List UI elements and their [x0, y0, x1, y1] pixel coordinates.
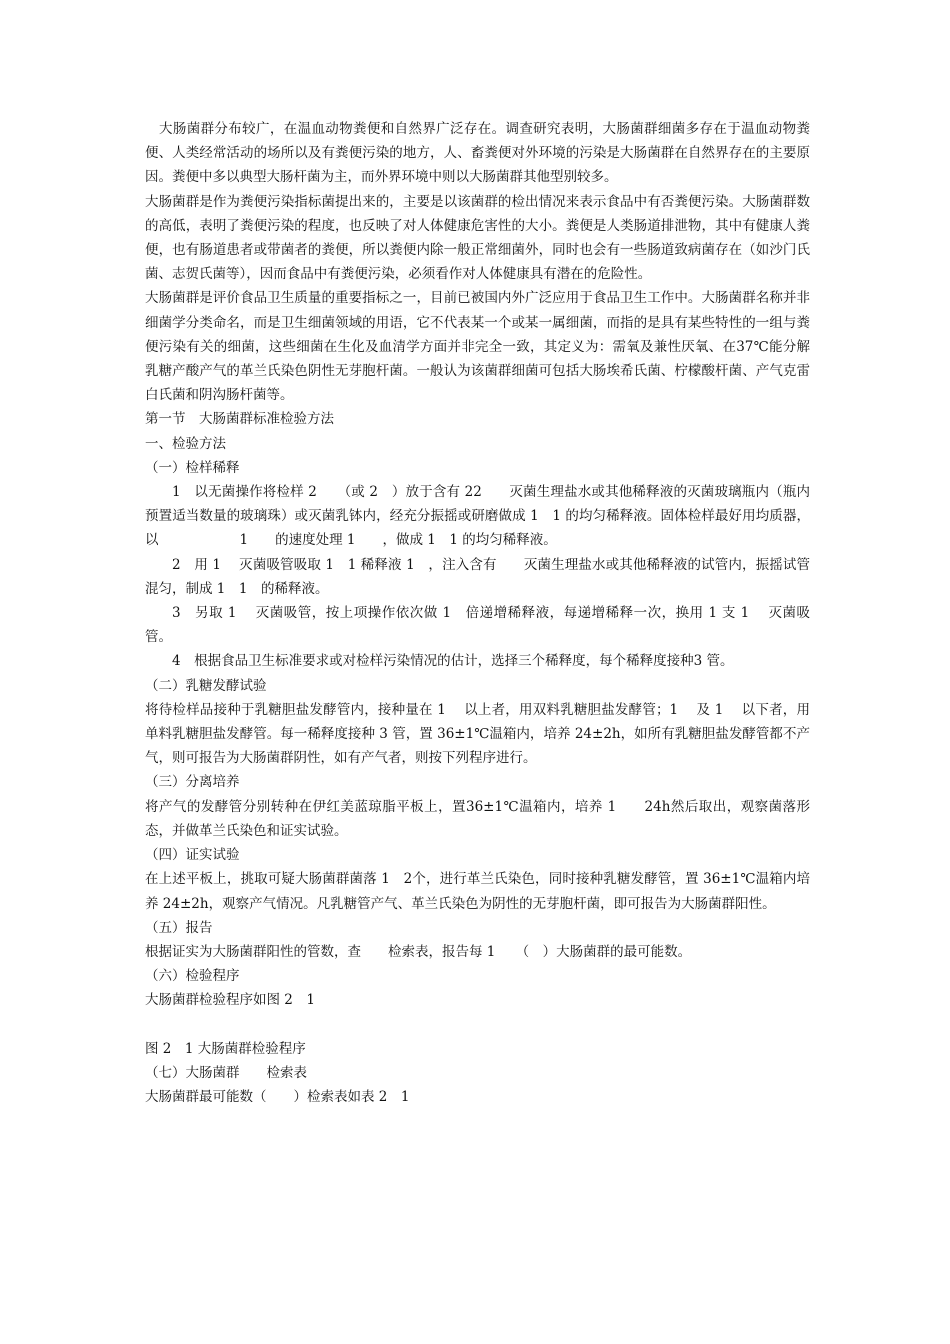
paragraph-intro-1: 大肠菌群分布较广，在温血动物粪便和自然界广泛存在。调查研究表明，大肠菌群细菌多存在于温血动物粪便、人类经常活动的场所以及有粪便污染的地方，人、畜粪便对外环境的污染是大肠菌群在自然界存在的主要原因。粪便中多以典型大肠杆菌为主，而外界环境中则以大肠菌群其他型别较多。 — [145, 121, 810, 186]
paragraph-sub-7: （七）大肠菌群 检索表 — [145, 1064, 307, 1081]
paragraph-sub-4: （四）证实试验 — [145, 847, 240, 864]
paragraph-section-title: 第一节 大肠菌群标准检验方法 — [145, 411, 334, 428]
paragraph-step-2: 2 用 1 灭菌吸管吸取 1 1 稀释液 1 ，注入含有 灭菌生理盐水或其他稀释液的试管内，振摇试管混匀，制成 1 1 的稀释液。 — [145, 556, 810, 597]
paragraph-heading-1: 一、检验方法 — [145, 435, 226, 452]
paragraph-confirm: 在上述平板上，挑取可疑大肠菌群菌落 1 2个，进行革兰氏染色，同时接种乳糖发酵管，置 36±1℃温箱内培养 24±2h，观察产气情况。凡乳糖管产气、革兰氏染色为阴性的无芽胞杆菌，即可报告为大肠菌群阳性。 — [145, 871, 810, 912]
paragraph-sub-6: （六）检验程序 — [145, 968, 240, 985]
paragraph-sub-1: （一）检样稀释 — [145, 459, 240, 476]
paragraph-isolation: 将产气的发酵管分别转种在伊红美蓝琼脂平板上，置36±1℃温箱内，培养 1 24h然后取出，观察菌落形态，并做革兰氏染色和证实试验。 — [145, 798, 810, 839]
paragraph-step-4: 4 根据食品卫生标准要求或对检样污染情况的估计，选择三个稀释度，每个稀释度接种3 管。 — [172, 653, 734, 670]
paragraph-step-1: 1 以无菌操作将检样 2 （或 2 ）放于含有 22 灭菌生理盐水或其他稀释液的灭菌玻璃瓶内（瓶内预置适当数量的玻璃珠）或灭菌乳钵内，经充分振摇或研磨做成 1 1 的均匀稀释液。固体检样最好用均质器，以 1 的速度处理 1 ，做成 1 1 的均匀稀释液。 — [145, 484, 810, 549]
paragraph-figure-caption: 图 2 1 大肠菌群检验程序 — [145, 1040, 306, 1057]
paragraph-intro-3: 大肠菌群是评价食品卫生质量的重要指标之一，目前已被国内外广泛应用于食品卫生工作中。大肠菌群名称并非细菌学分类命名，而是卫生细菌领域的用语，它不代表某一个或某一属细菌，而指的是具有某些特性的一组与粪便污染有关的细菌，这些细菌在生化及血清学方面并非完全一致，其定义为：需氧及兼性厌氧、在37℃能分解乳糖产酸产气的革兰氏染色阴性无芽胞杆菌。一般认为该菌群细菌可包括大肠埃希氏菌、柠檬酸杆菌、产气克雷白氏菌和阴沟肠杆菌等。 — [145, 290, 810, 404]
paragraph-sub-5: （五）报告 — [145, 919, 213, 936]
blank-line — [145, 1013, 810, 1037]
paragraph-step-3: 3 另取 1 灭菌吸管，按上项操作依次做 1 倍递增稀释液，每递增稀释一次，换用 1 支 1 灭菌吸管。 — [145, 605, 810, 646]
document-body — [145, 117, 810, 1109]
paragraph-lactose: 将待检样品接种于乳糖胆盐发酵管内，接种量在 1 以上者，用双料乳糖胆盐发酵管；1 及 1 以下者，用单料乳糖胆盐发酵管。每一稀释度接种 3 管，置 36±1℃温箱内，培养 24±2h，如所有乳糖胆盐发酵管都不产气，则可报告为大肠菌群阴性，如有产气者，则按下列程序进行。 — [145, 701, 810, 767]
paragraph-report: 根据证实为大肠菌群阳性的管数，查 检索表，报告每 1 （ ）大肠菌群的最可能数。 — [145, 943, 692, 960]
paragraph-intro-2: 大肠菌群是作为粪便污染指标菌提出来的，主要是以该菌群的检出情况来表示食品中有否粪便污染。大肠菌群数的高低，表明了粪便污染的程度，也反映了对人体健康危害性的大小。粪便是人类肠道排泄物，其中有健康人粪便，也有肠道患者或带菌者的粪便，所以粪便内除一般正常细菌外，同时也会有一些肠道致病菌存在（如沙门氏菌、志贺氏菌等），因而食品中有粪便污染，必须看作对人体健康具有潜在的危险性。 — [145, 193, 810, 283]
paragraph-procedure: 大肠菌群检验程序如图 2 1 — [145, 992, 315, 1009]
paragraph-sub-2: （二）乳糖发酵试验 — [145, 677, 267, 694]
paragraph-table-ref: 大肠菌群最可能数（ ）检索表如表 2 1 — [145, 1088, 410, 1105]
paragraph-sub-3: （三）分离培养 — [145, 774, 240, 791]
